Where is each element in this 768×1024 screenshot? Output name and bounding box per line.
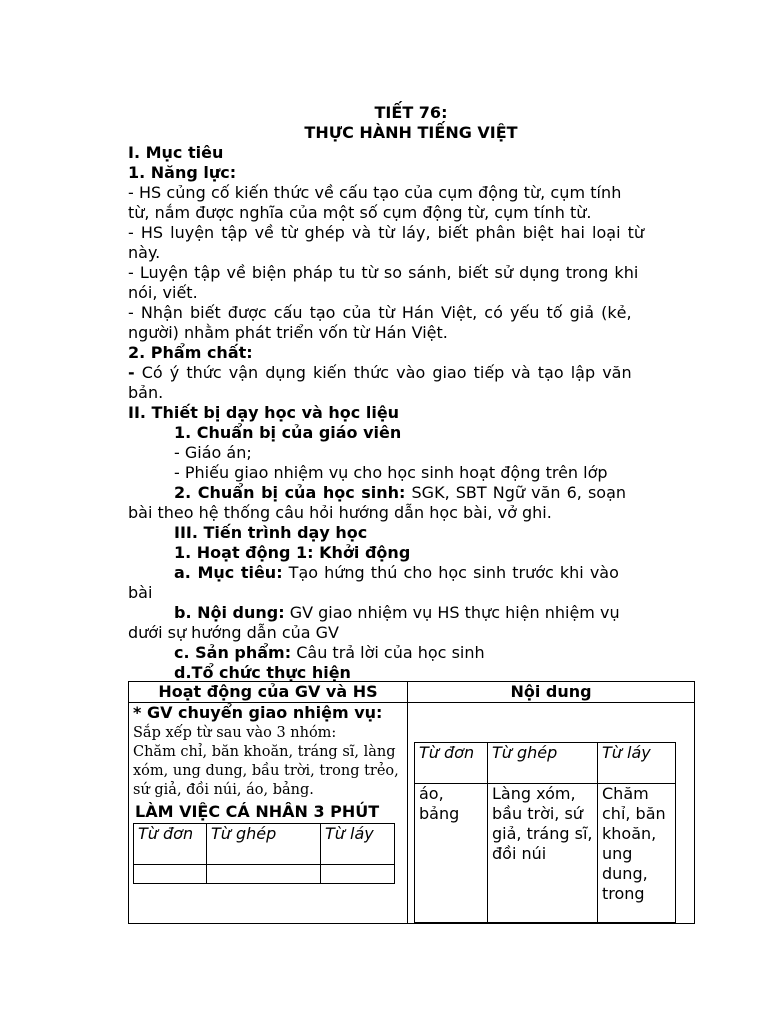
worksheet-header-don: Từ đơn (134, 824, 207, 865)
answer-header-ghep: Từ ghép (488, 743, 598, 784)
paragraph (128, 363, 694, 383)
paragraph (128, 483, 694, 503)
paragraph (128, 503, 694, 523)
paragraph (128, 283, 694, 303)
text-line: - Luyện tập về biện pháp tu từ so sánh, biết sử dụng trong khi (128, 263, 639, 282)
activity-cell (129, 703, 408, 924)
worksheet-blank-cell[interactable] (321, 865, 395, 884)
label-content: b. Nội dung: (174, 603, 285, 622)
work-note: LÀM VIỆC CÁ NHÂN 3 PHÚT (135, 802, 380, 821)
heading-objectives: I. Mục tiêu (128, 143, 224, 162)
paragraph (128, 323, 694, 343)
answer-header-don: Từ đơn (415, 743, 488, 784)
label-objective: a. Mục tiêu: (174, 563, 283, 582)
text-line: bài theo hệ thống câu hỏi hướng dẫn học bài, vở ghi. (128, 503, 552, 522)
paragraph (128, 203, 694, 223)
answer-tu-don: áo, bảng (415, 784, 488, 923)
paragraph (128, 383, 694, 403)
worksheet-blank-cell[interactable] (207, 865, 321, 884)
text-line: GV giao nhiệm vụ HS thực hiện nhiệm vụ (284, 603, 620, 622)
activity-table (128, 681, 695, 924)
paragraph (128, 303, 694, 323)
answer-table (414, 742, 676, 923)
column-header-activities: Hoạt động của GV và HS (129, 682, 408, 703)
paragraph (128, 563, 694, 583)
text-line: - HS luyện tập về từ ghép và từ láy, biết phân biệt hai loại từ (128, 223, 645, 242)
text-line: này. (128, 243, 161, 262)
paragraph (128, 183, 694, 203)
text-line: - Nhận biết được cấu tạo của từ Hán Việt, có yếu tố giả (kẻ, (128, 303, 632, 322)
list-item: - Giáo án; (174, 443, 252, 462)
text-line: Tạo hứng thú cho học sinh trước khi vào (282, 563, 619, 582)
paragraph (128, 583, 694, 603)
task-instruction: Sắp xếp từ sau vào 3 nhóm: (133, 725, 337, 741)
worksheet-table (133, 823, 395, 884)
task-heading: * GV chuyển giao nhiệm vụ: (133, 703, 383, 722)
label-product: c. Sản phẩm: (174, 643, 292, 662)
paragraph (128, 623, 694, 643)
heading-student-prep: 2. Chuẩn bị của học sinh: (174, 483, 406, 502)
lesson-number: TIẾT 76: (374, 103, 448, 122)
text-line: dưới sự hướng dẫn của GV (128, 623, 339, 642)
list-item: - Phiếu giao nhiệm vụ cho học sinh hoạt động trên lớp (174, 463, 608, 482)
paragraph (128, 223, 694, 243)
paragraph (128, 243, 694, 263)
heading-competence: 1. Năng lực: (128, 163, 237, 182)
dash: - (128, 363, 135, 382)
heading-equipment: II. Thiết bị dạy học và học liệu (128, 403, 400, 422)
paragraph (128, 603, 694, 623)
text-line: SGK, SBT Ngữ văn 6, soạn (405, 483, 627, 502)
task-word-list: Chăm chỉ, băn khoăn, tráng sĩ, làng xóm, ung dung, bầu trời, trong trẻo, sứ giả, đồi núi, áo, bảng. (133, 744, 399, 798)
worksheet-header-ghep: Từ ghép (207, 824, 321, 865)
text-line: người) nhằm phát triển vốn từ Hán Việt. (128, 323, 448, 342)
lesson-title: THỰC HÀNH TIẾNG VIỆT (304, 123, 518, 142)
document-body (128, 103, 694, 683)
text-line: - HS củng cố kiến thức về cấu tạo của cụm động từ, cụm tính (128, 183, 622, 202)
paragraph (128, 263, 694, 283)
text-line: Có ý thức vận dụng kiến thức vào giao tiếp và tạo lập văn (134, 363, 632, 382)
text-line: từ, nắm được nghĩa của một số cụm động từ, cụm tính từ. (128, 203, 592, 222)
worksheet-header-lay: Từ láy (321, 824, 395, 865)
label-organize: d.Tổ chức thực hiện (174, 663, 351, 682)
text-line: bài (128, 583, 153, 602)
heading-teacher-prep: 1. Chuẩn bị của giáo viên (174, 423, 402, 442)
heading-qualities: 2. Phẩm chất: (128, 343, 253, 362)
heading-process: III. Tiến trình dạy học (174, 523, 368, 542)
heading-activity-1: 1. Hoạt động 1: Khởi động (174, 543, 411, 562)
text-line: bản. (128, 383, 164, 402)
worksheet-blank-cell[interactable] (134, 865, 207, 884)
answer-header-lay: Từ láy (598, 743, 676, 784)
text-line: nói, viết. (128, 283, 198, 302)
answer-tu-ghep: Làng xóm, bầu trời, sứ giả, tráng sĩ, đồi núi (488, 784, 598, 923)
answer-tu-lay: Chăm chỉ, băn khoăn, ung dung, trong (598, 784, 676, 923)
text-line: Câu trả lời của học sinh (291, 643, 485, 662)
content-cell (408, 703, 695, 924)
column-header-content: Nội dung (408, 682, 695, 703)
paragraph (128, 643, 694, 663)
